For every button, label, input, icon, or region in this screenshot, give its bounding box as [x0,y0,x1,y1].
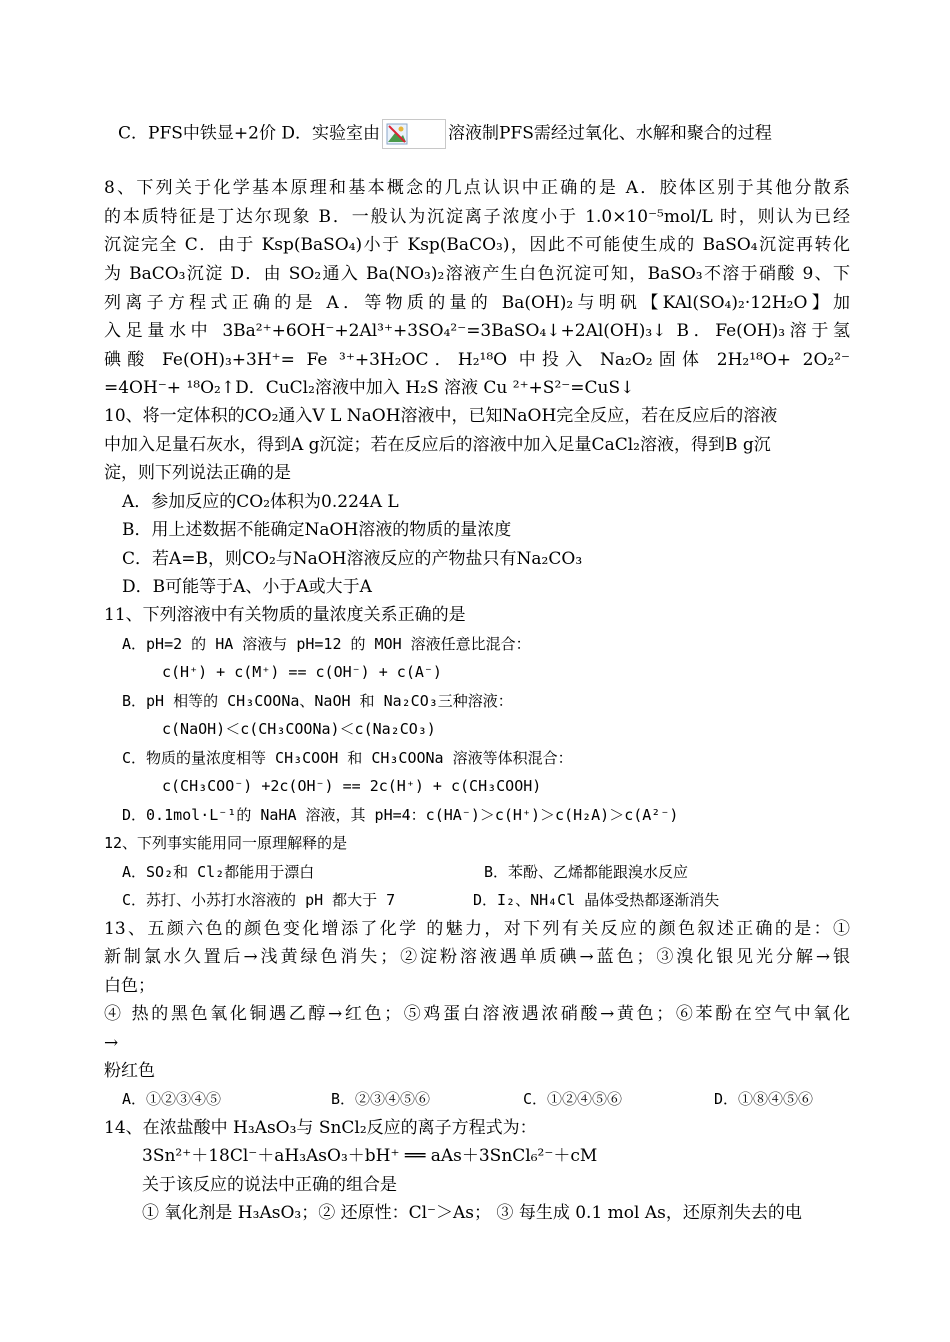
q13-option-d: D．①⑧④⑤⑥ [714,1090,814,1108]
q13-line-3: 白色； [104,976,155,996]
q10-option-a: A．参加反应的CO₂体积为0.224A L [122,492,399,512]
q14-line-3: ① 氧化剂是 H₃AsO₃；② 还原性：Cl⁻＞As； ③ 每生成 0.1 mol As，还原剂失去的电 [142,1203,802,1223]
q13-line-2: 新制氯水久置后→浅黄绿色消失；②淀粉溶液遇单质碘→蓝色；③溴化银见光分解→银 [104,947,850,967]
q13-line-1: 13、五颜六色的颜色变化增添了化学 的魅力，对下列有关反应的颜色叙述正确的是：① [104,919,850,939]
q9-line-2: 入足量水中 3Ba²⁺+6OH⁻+2Al³⁺+3SO₄²⁻=3BaSO₄↓+2Al(OH)₃↓ B．Fe(OH)₃溶于氢 [104,321,850,341]
q11-option-d: D．0.1mol·L⁻¹的 NaHA 溶液，其 pH=4：c(HA⁻)＞c(H⁺)＞c(H₂A)＞c(A²⁻) [122,806,679,824]
q13-line-6: 粉红色 [104,1061,155,1081]
q8-line-3: 沉淀完全 C．由于 Ksp(BaSO₄)小于 Ksp(BaCO₃)，因此不可能使生成的 BaSO₄沉淀再转化 [104,235,850,255]
broken-image-icon [382,119,446,149]
q10-option-d: D．B可能等于A、小于A或大于A [122,577,372,597]
q9-line-4: =4OH⁻+ ¹⁸O₂↑D．CuCl₂溶液中加入 H₂S 溶液 Cu ²⁺+S²⁻=CuS↓ [104,378,635,398]
q10-line-1: 10、将一定体积的CO₂通入V L NaOH溶液中，已知NaOH完全反应，若在反应后的溶液 [104,406,778,426]
q13-line-4: ④ 热的黑色氧化铜遇乙醇→红色；⑤鸡蛋白溶液遇浓硝酸→黄色；⑥苯酚在空气中氧化 [104,1004,850,1024]
q8-line-2: 的本质特征是丁达尔现象 B．一般认为沉淀离子浓度小于 1.0×10⁻⁵mol/L 时，则认为已经 [104,207,850,227]
q14-line-2: 关于该反应的说法中正确的组合是 [142,1175,397,1195]
q8-line-4: 为 BaCO₃沉淀 D．由 SO₂通入 Ba(NO₃)₂溶液产生白色沉淀可知，BaSO₃不溶于硝酸 9、下 [104,264,850,284]
q11-option-a-equation: c(H⁺) + c(M⁺) == c(OH⁻) + c(A⁻) [162,663,442,681]
q7-option-text-cont: 溶液制PFS需经过氧化、水解和聚合的过程 [447,123,772,144]
q11-option-b: B．pH 相等的 CH₃COONa、NaOH 和 Na₂CO₃三种溶液： [122,692,513,710]
q12-option-d: D．I₂、NH₄Cl 晶体受热都逐渐消失 [473,891,720,909]
q14-equation: 3Sn²⁺＋18Cl⁻＋aH₃AsO₃＋bH⁺ ══ aAs＋3SnCl₆²⁻＋cM [142,1146,598,1166]
q10-option-c: C．若A=B，则CO₂与NaOH溶液反应的产物盐只有Na₂CO₃ [122,549,583,569]
q13-option-b: B．②③④⑤⑥ [331,1090,431,1108]
q11-option-c-equation: c(CH₃COO⁻) +2c(OH⁻) == 2c(H⁺) + c(CH₃COOH) [162,777,542,795]
q12-option-c: C．苏打、小苏打水溶液的 pH 都大于 7 [122,891,396,909]
q12-option-a: A．SO₂和 Cl₂都能用于漂白 [122,863,315,881]
q11-option-a: A．pH=2 的 HA 溶液与 pH=12 的 MOH 溶液任意比混合： [122,635,531,653]
q14-line-1: 14、在浓盐酸中 H₃AsO₃与 SnCl₂反应的离子方程式为： [104,1118,537,1138]
q13-option-c: C．①②④⑤⑥ [523,1090,623,1108]
q11-title: 11、下列溶液中有关物质的量浓度关系正确的是 [104,605,466,625]
q11-option-c: C．物质的量浓度相等 CH₃COOH 和 CH₃COONa 溶液等体积混合： [122,749,573,767]
q13-option-a: A．①②③④⑤ [122,1090,222,1108]
q7-options-line [118,119,864,149]
q11-option-b-equation: c(NaOH)＜c(CH₃COONa)＜c(Na₂CO₃) [162,720,436,738]
q10-option-b: B．用上述数据不能确定NaOH溶液的物质的量浓度 [122,520,512,540]
q9-line-3: 碘酸 Fe(OH)₃+3H⁺= Fe ³⁺+3H₂OC．H₂¹⁸O 中投入 Na₂O₂固体 2H₂¹⁸O+ 2O₂²⁻ [104,350,850,370]
q8-line-1: 8、下列关于化学基本原理和基本概念的几点认识中正确的是 A．胶体区别于其他分散系 [104,178,850,198]
q9-line-1: 列离子方程式正确的是 A．等物质的量的 Ba(OH)₂与明矾【KAl(SO₄)₂·12H₂O】加 [104,293,850,313]
q7-option-text: C．PFS中铁显+2价 D．实验室由 [118,123,380,144]
q12-title: 12、下列事实能用同一原理解释的是 [104,834,348,852]
q10-line-3: 淀，则下列说法正确的是 [104,463,291,483]
q13-line-5: → [104,1033,119,1053]
q12-option-b: B．苯酚、乙烯都能跟溴水反应 [484,863,689,881]
q10-line-2: 中加入足量石灰水，得到A g沉淀；若在反应后的溶液中加入足量CaCl₂溶液，得到B g沉 [104,435,771,455]
